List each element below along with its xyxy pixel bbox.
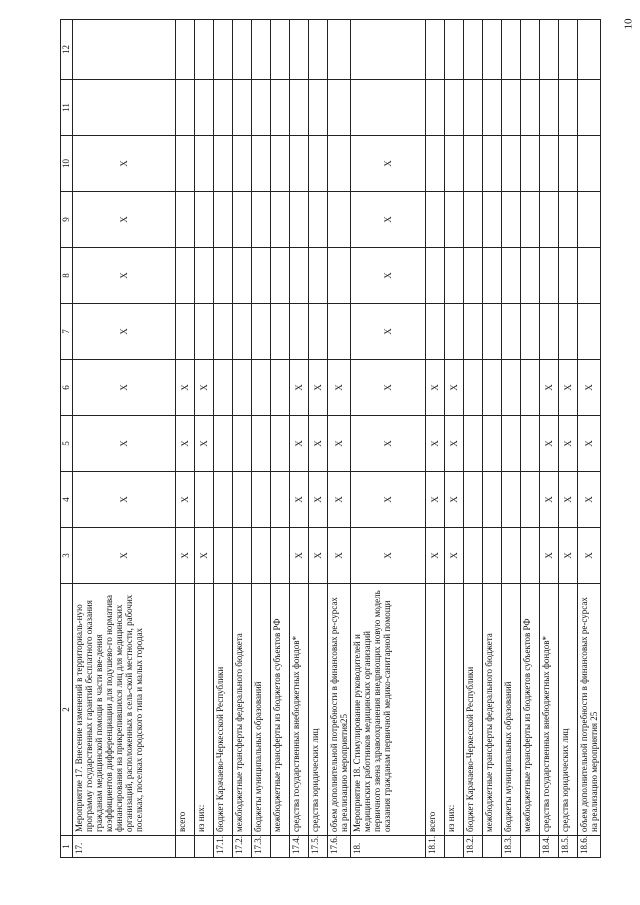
value-cell [328, 80, 351, 136]
table-row [233, 20, 252, 858]
value-cell: X [328, 416, 351, 472]
table-row [309, 20, 328, 858]
value-cell [252, 20, 271, 80]
row-number: 17.3. [252, 836, 271, 858]
row-number [176, 836, 195, 858]
value-cell: X [351, 248, 426, 304]
value-cell [464, 360, 483, 416]
value-cell [445, 304, 464, 360]
row-description: межбюджетные трансферты из бюджетов субъектов РФ [521, 584, 540, 836]
table-row [328, 20, 351, 858]
value-cell [176, 20, 195, 80]
value-cell [233, 248, 252, 304]
value-cell: X [426, 416, 445, 472]
row-description: бюджет Карачаево-Черкесской Республики [214, 584, 233, 836]
value-cell: X [445, 416, 464, 472]
value-cell: X [578, 472, 601, 528]
value-cell: X [540, 416, 559, 472]
value-cell [483, 192, 502, 248]
value-cell [426, 20, 445, 80]
value-cell: X [559, 416, 578, 472]
value-cell: X [73, 192, 176, 248]
value-cell [176, 248, 195, 304]
value-cell [328, 248, 351, 304]
value-cell [290, 80, 309, 136]
row-description: из них: [445, 584, 464, 836]
value-cell [271, 20, 290, 80]
value-cell [195, 136, 214, 192]
value-cell [195, 20, 214, 80]
value-cell [328, 20, 351, 80]
value-cell [521, 360, 540, 416]
value-cell [578, 80, 601, 136]
row-description: бюджеты муниципальных образований [252, 584, 271, 836]
value-cell [464, 416, 483, 472]
col-header: 2 [61, 584, 73, 836]
col-header: 6 [61, 360, 73, 416]
table-row [502, 20, 521, 858]
row-number: 18.1. [426, 836, 445, 858]
value-cell [540, 136, 559, 192]
value-cell: X [351, 472, 426, 528]
value-cell [502, 80, 521, 136]
value-cell [521, 192, 540, 248]
value-cell [559, 136, 578, 192]
col-header: 9 [61, 192, 73, 248]
row-number: 18.5. [559, 836, 578, 858]
table-row [578, 20, 601, 858]
value-cell [445, 20, 464, 80]
value-cell [328, 192, 351, 248]
value-cell [252, 192, 271, 248]
value-cell [290, 248, 309, 304]
value-cell [502, 528, 521, 584]
value-cell [464, 304, 483, 360]
row-number: 17.1. [214, 836, 233, 858]
value-cell [252, 136, 271, 192]
value-cell: X [445, 472, 464, 528]
value-cell: X [328, 472, 351, 528]
value-cell [195, 472, 214, 528]
value-cell: X [351, 416, 426, 472]
value-cell [483, 360, 502, 416]
row-number: 17.2. [233, 836, 252, 858]
value-cell [309, 192, 328, 248]
value-cell [521, 528, 540, 584]
row-description: бюджеты муниципальных образований [502, 584, 521, 836]
value-cell [559, 20, 578, 80]
value-cell [540, 20, 559, 80]
value-cell: X [540, 472, 559, 528]
col-header: 5 [61, 416, 73, 472]
row-description: объем дополнительной потребности в финансовых ре-сурсах на реализацию мероприятия25 [328, 584, 351, 836]
value-cell [464, 528, 483, 584]
value-cell: X [290, 472, 309, 528]
value-cell: X [176, 472, 195, 528]
value-cell [309, 304, 328, 360]
value-cell [233, 528, 252, 584]
value-cell [233, 80, 252, 136]
value-cell [214, 20, 233, 80]
value-cell [252, 248, 271, 304]
value-cell [233, 136, 252, 192]
row-description: средства юридических лиц [559, 584, 578, 836]
value-cell [290, 20, 309, 80]
value-cell [214, 248, 233, 304]
row-description: межбюджетные трансферты федерального бюджета [233, 584, 252, 836]
value-cell [540, 192, 559, 248]
value-cell: X [195, 528, 214, 584]
row-number: 17. [73, 836, 176, 858]
value-cell: X [540, 528, 559, 584]
value-cell [521, 136, 540, 192]
value-cell [521, 304, 540, 360]
value-cell: X [351, 528, 426, 584]
value-cell: X [309, 528, 328, 584]
row-description: бюджет Карачаево-Черкесской Республики [464, 584, 483, 836]
value-cell [214, 360, 233, 416]
value-cell: X [290, 528, 309, 584]
table-row [271, 20, 290, 858]
row-description: межбюджетные трансферты федерального бюджета [483, 584, 502, 836]
value-cell: X [195, 416, 214, 472]
value-cell [540, 304, 559, 360]
value-cell [233, 360, 252, 416]
row-number [483, 836, 502, 858]
value-cell [73, 20, 176, 80]
col-header: 11 [61, 80, 73, 136]
value-cell [252, 528, 271, 584]
value-cell: X [176, 528, 195, 584]
row-number: 18.2. [464, 836, 483, 858]
value-cell [502, 360, 521, 416]
value-cell [214, 528, 233, 584]
col-header: 7 [61, 304, 73, 360]
value-cell [271, 304, 290, 360]
value-cell [483, 528, 502, 584]
value-cell [464, 20, 483, 80]
value-cell [271, 528, 290, 584]
rotated-table-container [60, 20, 599, 858]
value-cell: X [290, 360, 309, 416]
value-cell [502, 304, 521, 360]
table-row [73, 20, 176, 858]
table-row [176, 20, 195, 858]
value-cell: X [445, 528, 464, 584]
value-cell [578, 248, 601, 304]
value-cell [483, 20, 502, 80]
table-row [559, 20, 578, 858]
header-row [61, 20, 73, 858]
value-cell [483, 472, 502, 528]
page-number: 10 [622, 18, 635, 30]
value-cell [351, 20, 426, 80]
value-cell: X [328, 528, 351, 584]
value-cell [176, 80, 195, 136]
value-cell: X [176, 416, 195, 472]
value-cell: X [73, 136, 176, 192]
value-cell [483, 248, 502, 304]
value-cell [271, 416, 290, 472]
value-cell [328, 304, 351, 360]
row-description: Мероприятие 17. Внесение изменений в территориаль-ную программу государственных гарантий бесплатного оказания гражданам медицинской помощи в части вве-дения коэффициентов дифференциации для подушево-го норматива финансирования на прикрепившихся лиц для медицинских организаций, расположенных в сель-ской местности, рабочих поселках, поселках городского типа и малых городах [73, 584, 176, 836]
value-cell [578, 192, 601, 248]
value-cell [578, 20, 601, 80]
table-row [426, 20, 445, 858]
value-cell: X [540, 360, 559, 416]
value-cell [521, 248, 540, 304]
value-cell [578, 136, 601, 192]
col-header: 4 [61, 472, 73, 528]
value-cell: X [290, 416, 309, 472]
table-row [445, 20, 464, 858]
row-number [271, 836, 290, 858]
row-description: всего [426, 584, 445, 836]
value-cell: X [73, 360, 176, 416]
value-cell [540, 80, 559, 136]
value-cell [271, 472, 290, 528]
table-row [483, 20, 502, 858]
value-cell [214, 304, 233, 360]
budget-table [60, 19, 601, 858]
value-cell [559, 248, 578, 304]
col-header: 10 [61, 136, 73, 192]
row-number [445, 836, 464, 858]
value-cell [195, 248, 214, 304]
value-cell [309, 20, 328, 80]
value-cell [290, 192, 309, 248]
value-cell [214, 472, 233, 528]
value-cell [214, 80, 233, 136]
row-description: средства юридических лиц [309, 584, 328, 836]
value-cell: X [309, 416, 328, 472]
row-number: 18. [351, 836, 426, 858]
value-cell: X [578, 528, 601, 584]
value-cell: X [559, 472, 578, 528]
value-cell: X [73, 248, 176, 304]
value-cell [233, 20, 252, 80]
value-cell: X [426, 528, 445, 584]
value-cell [540, 248, 559, 304]
value-cell [252, 472, 271, 528]
value-cell [502, 472, 521, 528]
value-cell [271, 80, 290, 136]
value-cell: X [73, 472, 176, 528]
value-cell [195, 304, 214, 360]
row-number: 17.5. [309, 836, 328, 858]
value-cell [271, 136, 290, 192]
value-cell: X [309, 360, 328, 416]
value-cell: X [426, 360, 445, 416]
value-cell [521, 416, 540, 472]
value-cell [464, 80, 483, 136]
value-cell [328, 136, 351, 192]
value-cell [502, 416, 521, 472]
value-cell [351, 80, 426, 136]
value-cell [176, 192, 195, 248]
value-cell [445, 80, 464, 136]
value-cell [445, 136, 464, 192]
value-cell: X [195, 360, 214, 416]
value-cell [195, 192, 214, 248]
value-cell [309, 80, 328, 136]
value-cell [233, 416, 252, 472]
col-header: 3 [61, 528, 73, 584]
value-cell [195, 80, 214, 136]
value-cell [214, 136, 233, 192]
value-cell: X [176, 360, 195, 416]
table-row [351, 20, 426, 858]
value-cell [214, 416, 233, 472]
value-cell [214, 192, 233, 248]
table-row [521, 20, 540, 858]
value-cell: X [73, 416, 176, 472]
value-cell: X [351, 360, 426, 416]
row-number: 17.4. [290, 836, 309, 858]
value-cell [271, 360, 290, 416]
value-cell [252, 416, 271, 472]
value-cell [464, 248, 483, 304]
value-cell [483, 136, 502, 192]
value-cell [309, 248, 328, 304]
value-cell [252, 304, 271, 360]
value-cell [233, 304, 252, 360]
row-number: 17.6. [328, 836, 351, 858]
row-description: из них: [195, 584, 214, 836]
col-header: 1 [61, 836, 73, 858]
table-row [252, 20, 271, 858]
value-cell [271, 192, 290, 248]
value-cell [233, 192, 252, 248]
row-description: средства государственных внебюджетных фондов* [540, 584, 559, 836]
row-description: межбюджетные трансферты из бюджетов субъектов РФ [271, 584, 290, 836]
value-cell [426, 80, 445, 136]
value-cell [559, 192, 578, 248]
table-row [290, 20, 309, 858]
row-number [521, 836, 540, 858]
value-cell [426, 304, 445, 360]
value-cell: X [309, 472, 328, 528]
value-cell [426, 248, 445, 304]
value-cell: X [73, 304, 176, 360]
value-cell [464, 472, 483, 528]
value-cell [464, 136, 483, 192]
value-cell: X [559, 360, 578, 416]
value-cell [502, 192, 521, 248]
value-cell: X [445, 360, 464, 416]
value-cell [290, 304, 309, 360]
value-cell: X [578, 360, 601, 416]
value-cell [176, 304, 195, 360]
value-cell [483, 304, 502, 360]
table-row [195, 20, 214, 858]
value-cell: X [351, 304, 426, 360]
value-cell [271, 248, 290, 304]
col-header: 12 [61, 20, 73, 80]
row-number: 18.6. [578, 836, 601, 858]
row-number: 18.4. [540, 836, 559, 858]
value-cell [521, 472, 540, 528]
value-cell [426, 192, 445, 248]
value-cell [233, 472, 252, 528]
value-cell [578, 304, 601, 360]
value-cell [252, 360, 271, 416]
value-cell: X [351, 192, 426, 248]
table-row [540, 20, 559, 858]
value-cell: X [73, 528, 176, 584]
row-description: всего [176, 584, 195, 836]
value-cell: X [426, 472, 445, 528]
value-cell [521, 80, 540, 136]
value-cell: X [578, 416, 601, 472]
row-description: объем дополнительной потребности в финансовых ре-сурсах на реализацию мероприятия 25 [578, 584, 601, 836]
row-number [195, 836, 214, 858]
value-cell [521, 20, 540, 80]
value-cell [176, 136, 195, 192]
value-cell [559, 304, 578, 360]
value-cell [426, 136, 445, 192]
row-description: Мероприятие 18. Стимулирование руководителей и медицинских работников медицинских организаций первичного звена здравоохранения внедряющих новую модель оказания гражданам первичной медико-санитарной помощи [351, 584, 426, 836]
value-cell: X [328, 360, 351, 416]
value-cell [290, 136, 309, 192]
value-cell [309, 136, 328, 192]
value-cell [464, 192, 483, 248]
value-cell [559, 80, 578, 136]
value-cell [502, 20, 521, 80]
row-description: средства государственных внебюджетных фондов* [290, 584, 309, 836]
value-cell [445, 192, 464, 248]
row-number: 18.3. [502, 836, 521, 858]
value-cell [252, 80, 271, 136]
value-cell [502, 136, 521, 192]
col-header: 8 [61, 248, 73, 304]
value-cell: X [559, 528, 578, 584]
value-cell [483, 416, 502, 472]
value-cell [445, 248, 464, 304]
value-cell [502, 248, 521, 304]
table-row [214, 20, 233, 858]
value-cell [73, 80, 176, 136]
table-row [464, 20, 483, 858]
value-cell [483, 80, 502, 136]
value-cell: X [351, 136, 426, 192]
